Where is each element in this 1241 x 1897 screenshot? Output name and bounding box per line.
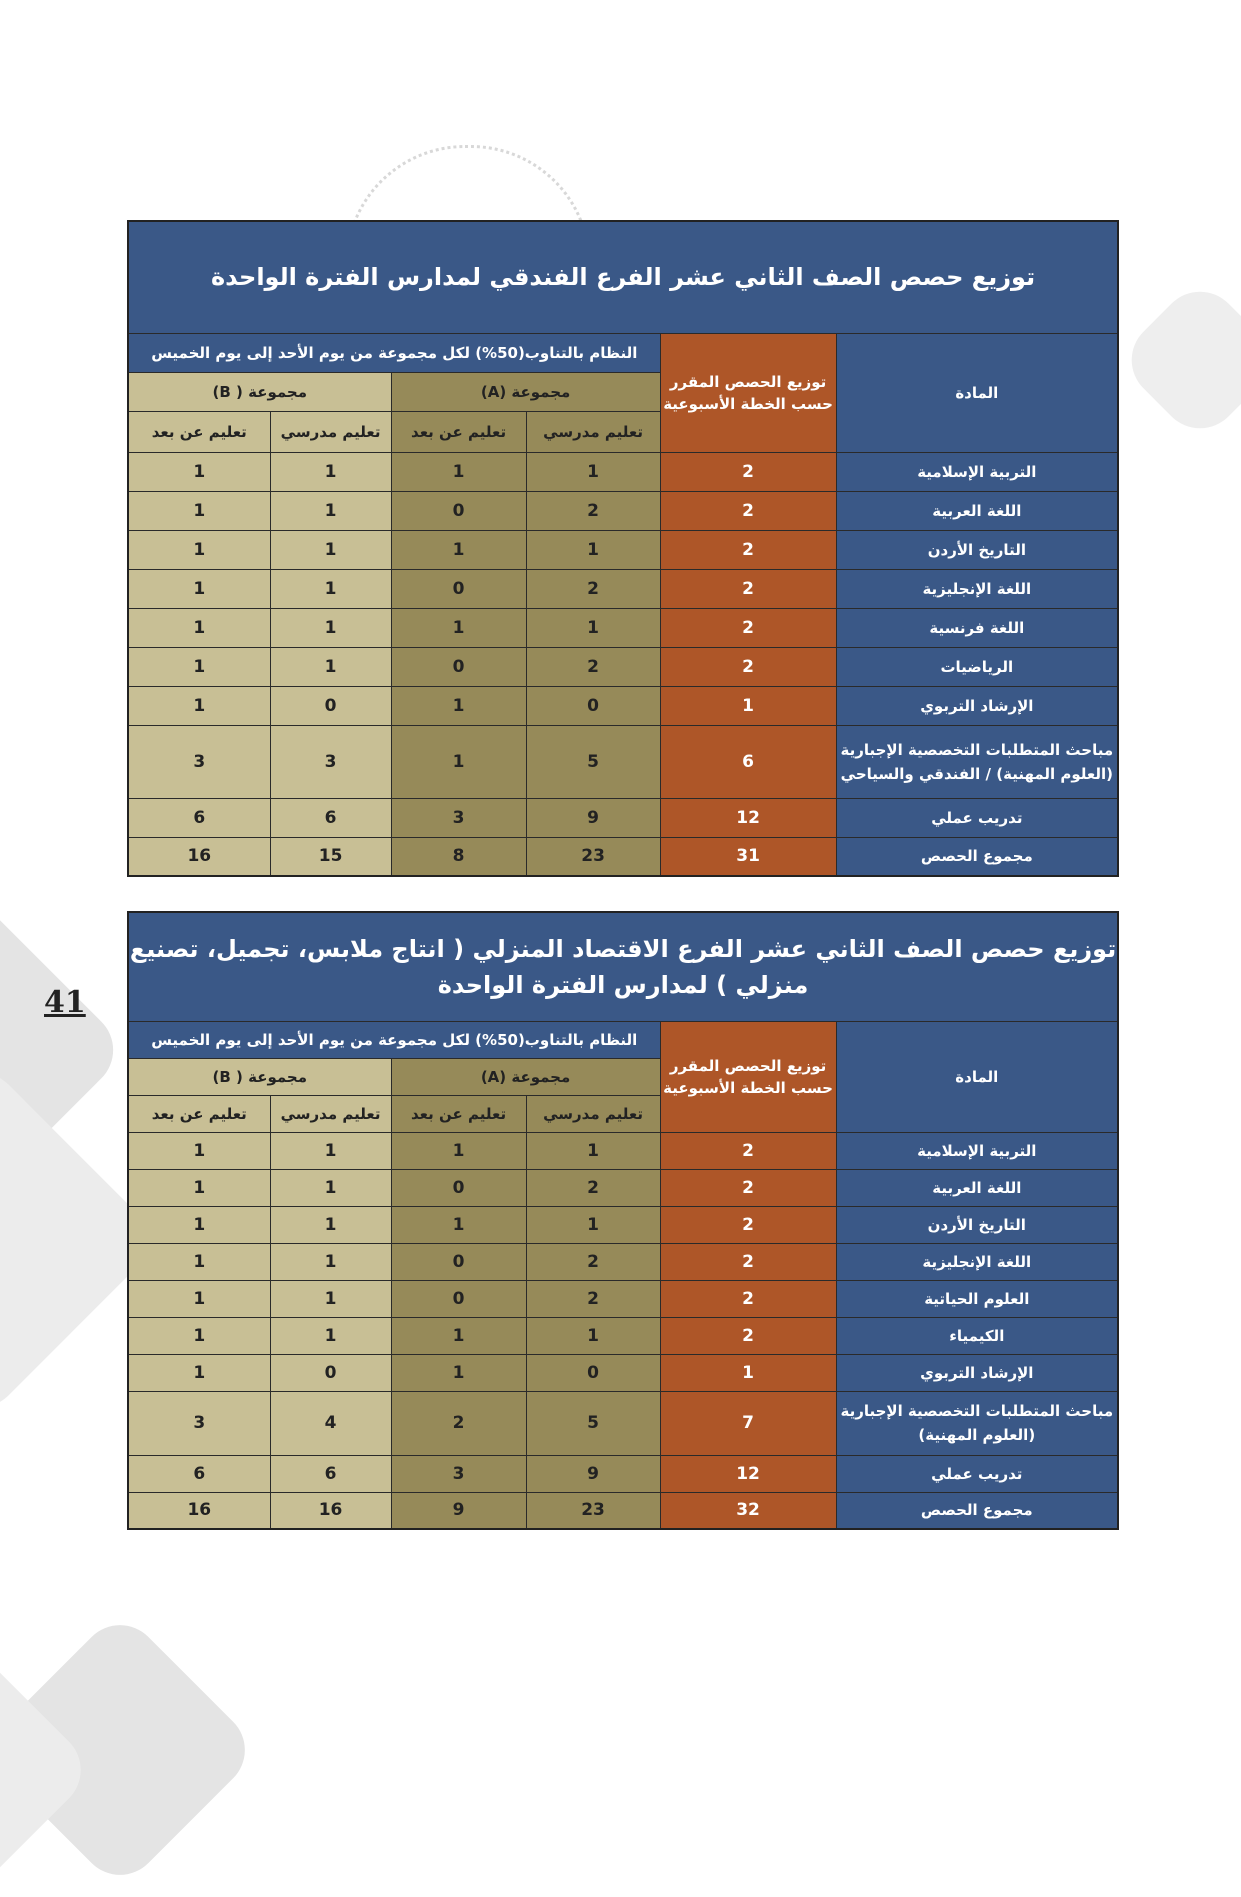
cell-subject: الكيمياء <box>836 1317 1118 1354</box>
cell-b-school: 16 <box>270 1492 391 1529</box>
cell-weekly-total: 2 <box>660 1317 836 1354</box>
header-b-school: تعليم مدرسي <box>270 411 391 452</box>
cell-a-remote: 1 <box>391 530 526 569</box>
cell-subject: اللغة فرنسية <box>836 608 1118 647</box>
cell-b-school: 3 <box>270 725 391 798</box>
cell-a-remote: 0 <box>391 647 526 686</box>
cell-a-school: 0 <box>526 686 660 725</box>
cell-a-school: 0 <box>526 1354 660 1391</box>
cell-a-school: 2 <box>526 491 660 530</box>
cell-b-school: 1 <box>270 1317 391 1354</box>
header-group-a: مجموعة (A) <box>391 1058 660 1095</box>
cell-a-school: 23 <box>526 1492 660 1529</box>
cell-subject: التربية الإسلامية <box>836 452 1118 491</box>
cell-a-remote: 1 <box>391 452 526 491</box>
cell-b-school: 1 <box>270 1243 391 1280</box>
cell-a-remote: 1 <box>391 686 526 725</box>
cell-b-remote: 6 <box>128 798 270 837</box>
header-group-b: مجموعة ( B) <box>128 372 391 411</box>
header-b-remote: تعليم عن بعد <box>128 411 270 452</box>
table-row <box>128 1243 1118 1280</box>
cell-a-remote: 3 <box>391 1455 526 1492</box>
cell-weekly-total: 31 <box>660 837 836 876</box>
cell-a-school: 1 <box>526 452 660 491</box>
cell-b-remote: 1 <box>128 686 270 725</box>
cell-a-remote: 2 <box>391 1391 526 1455</box>
cell-a-school: 1 <box>526 1206 660 1243</box>
cell-b-school: 1 <box>270 1132 391 1169</box>
table-title: توزيع حصص الصف الثاني عشر الفرع الفندقي لمدارس الفترة الواحدة <box>128 221 1118 333</box>
header-weekly: توزيع الحصص المقرر حسب الخطة الأسبوعية <box>660 333 836 452</box>
cell-b-school: 4 <box>270 1391 391 1455</box>
table-row <box>128 1391 1118 1455</box>
cell-subject: مجموع الحصص <box>836 1492 1118 1529</box>
cell-b-school: 1 <box>270 569 391 608</box>
cell-weekly-total: 2 <box>660 1169 836 1206</box>
cell-subject: العلوم الحياتية <box>836 1280 1118 1317</box>
cell-b-remote: 6 <box>128 1455 270 1492</box>
header-a-remote: تعليم عن بعد <box>391 411 526 452</box>
cell-a-school: 1 <box>526 1132 660 1169</box>
table-row <box>128 1206 1118 1243</box>
cell-subject: التاريخ الأردن <box>836 530 1118 569</box>
cell-b-remote: 3 <box>128 1391 270 1455</box>
cell-a-remote: 0 <box>391 1169 526 1206</box>
cell-weekly-total: 1 <box>660 686 836 725</box>
cell-b-remote: 1 <box>128 1169 270 1206</box>
cell-b-remote: 1 <box>128 452 270 491</box>
cell-b-remote: 1 <box>128 608 270 647</box>
cell-b-school: 15 <box>270 837 391 876</box>
table-row <box>128 1455 1118 1492</box>
cell-b-remote: 1 <box>128 569 270 608</box>
table-row <box>128 1492 1118 1529</box>
cell-subject: تدريب عملي <box>836 798 1118 837</box>
cell-a-remote: 1 <box>391 1206 526 1243</box>
cell-weekly-total: 2 <box>660 491 836 530</box>
cell-a-remote: 0 <box>391 1243 526 1280</box>
cell-weekly-total: 7 <box>660 1391 836 1455</box>
cell-weekly-total: 2 <box>660 1132 836 1169</box>
cell-b-remote: 1 <box>128 647 270 686</box>
cell-weekly-total: 2 <box>660 647 836 686</box>
cell-a-remote: 0 <box>391 491 526 530</box>
cell-b-school: 1 <box>270 647 391 686</box>
cell-subject: اللغة العربية <box>836 491 1118 530</box>
cell-a-school: 5 <box>526 725 660 798</box>
cell-b-remote: 1 <box>128 1354 270 1391</box>
cell-b-remote: 16 <box>128 1492 270 1529</box>
header-a-school: تعليم مدرسي <box>526 1095 660 1132</box>
table-row <box>128 798 1118 837</box>
cell-weekly-total: 6 <box>660 725 836 798</box>
header-b-school: تعليم مدرسي <box>270 1095 391 1132</box>
header-subject: المادة <box>836 333 1118 452</box>
table-row <box>128 725 1118 798</box>
cell-a-remote: 1 <box>391 725 526 798</box>
cell-subject: مجموع الحصص <box>836 837 1118 876</box>
table-row <box>128 452 1118 491</box>
cell-a-school: 1 <box>526 1317 660 1354</box>
cell-subject: التربية الإسلامية <box>836 1132 1118 1169</box>
cell-b-remote: 1 <box>128 530 270 569</box>
table-row <box>128 530 1118 569</box>
cell-weekly-total: 2 <box>660 1280 836 1317</box>
cell-b-school: 1 <box>270 452 391 491</box>
cell-b-school: 0 <box>270 1354 391 1391</box>
table-row <box>128 1169 1118 1206</box>
cell-a-remote: 3 <box>391 798 526 837</box>
cell-a-remote: 8 <box>391 837 526 876</box>
cell-a-remote: 0 <box>391 1280 526 1317</box>
cell-b-school: 1 <box>270 608 391 647</box>
schedule-table-home-economics <box>127 911 1119 1530</box>
cell-a-school: 9 <box>526 798 660 837</box>
cell-weekly-total: 2 <box>660 608 836 647</box>
table-row <box>128 569 1118 608</box>
cell-a-school: 23 <box>526 837 660 876</box>
cell-b-remote: 1 <box>128 1317 270 1354</box>
header-rotation: النظام بالتناوب(50%) لكل مجموعة من يوم الأحد إلى يوم الخميس <box>128 1021 660 1058</box>
header-group-b: مجموعة ( B) <box>128 1058 391 1095</box>
header-weekly: توزيع الحصص المقرر حسب الخطة الأسبوعية <box>660 1021 836 1132</box>
cell-subject: اللغة الإنجليزية <box>836 1243 1118 1280</box>
page-number: 41 <box>44 985 86 1020</box>
cell-a-school: 2 <box>526 1169 660 1206</box>
cell-weekly-total: 1 <box>660 1354 836 1391</box>
header-group-a: مجموعة (A) <box>391 372 660 411</box>
cell-a-school: 2 <box>526 569 660 608</box>
cell-subject: تدريب عملي <box>836 1455 1118 1492</box>
cell-a-school: 1 <box>526 608 660 647</box>
cell-weekly-total: 32 <box>660 1492 836 1529</box>
cell-subject: اللغة الإنجليزية <box>836 569 1118 608</box>
cell-a-remote: 0 <box>391 569 526 608</box>
cell-b-school: 1 <box>270 1280 391 1317</box>
header-b-remote: تعليم عن بعد <box>128 1095 270 1132</box>
table-row <box>128 1132 1118 1169</box>
table-row <box>128 1354 1118 1391</box>
cell-subject: التاريخ الأردن <box>836 1206 1118 1243</box>
table-row <box>128 491 1118 530</box>
header-a-remote: تعليم عن بعد <box>391 1095 526 1132</box>
cell-subject: الرياضيات <box>836 647 1118 686</box>
cell-weekly-total: 2 <box>660 530 836 569</box>
cell-b-school: 0 <box>270 686 391 725</box>
cell-a-remote: 1 <box>391 1132 526 1169</box>
cell-a-school: 2 <box>526 647 660 686</box>
table-row <box>128 837 1118 876</box>
cell-b-remote: 1 <box>128 1206 270 1243</box>
cell-a-school: 2 <box>526 1243 660 1280</box>
cell-b-remote: 1 <box>128 1132 270 1169</box>
cell-b-school: 1 <box>270 1206 391 1243</box>
cell-weekly-total: 12 <box>660 798 836 837</box>
cell-weekly-total: 2 <box>660 1206 836 1243</box>
table-row <box>128 647 1118 686</box>
cell-b-school: 1 <box>270 491 391 530</box>
cell-b-remote: 1 <box>128 1280 270 1317</box>
decorative-shape <box>1115 275 1241 445</box>
cell-b-remote: 1 <box>128 491 270 530</box>
cell-weekly-total: 12 <box>660 1455 836 1492</box>
cell-subject: الإرشاد التربوي <box>836 1354 1118 1391</box>
schedule-table-hotel <box>127 220 1119 877</box>
cell-b-remote: 3 <box>128 725 270 798</box>
cell-b-school: 1 <box>270 1169 391 1206</box>
cell-subject: مباحث المتطلبات التخصصية الإجبارية (العلوم المهنية) <box>836 1391 1118 1455</box>
header-subject: المادة <box>836 1021 1118 1132</box>
cell-a-school: 5 <box>526 1391 660 1455</box>
cell-b-remote: 16 <box>128 837 270 876</box>
cell-a-school: 1 <box>526 530 660 569</box>
cell-b-school: 1 <box>270 530 391 569</box>
table-row <box>128 686 1118 725</box>
cell-b-school: 6 <box>270 798 391 837</box>
cell-subject: الإرشاد التربوي <box>836 686 1118 725</box>
cell-a-remote: 1 <box>391 1354 526 1391</box>
cell-a-remote: 1 <box>391 608 526 647</box>
cell-weekly-total: 2 <box>660 1243 836 1280</box>
table-row <box>128 608 1118 647</box>
cell-subject: اللغة العربية <box>836 1169 1118 1206</box>
cell-b-school: 6 <box>270 1455 391 1492</box>
table-row <box>128 1317 1118 1354</box>
header-rotation: النظام بالتناوب(50%) لكل مجموعة من يوم الأحد إلى يوم الخميس <box>128 333 660 372</box>
cell-weekly-total: 2 <box>660 452 836 491</box>
header-a-school: تعليم مدرسي <box>526 411 660 452</box>
cell-a-school: 9 <box>526 1455 660 1492</box>
cell-a-remote: 9 <box>391 1492 526 1529</box>
cell-b-remote: 1 <box>128 1243 270 1280</box>
cell-a-school: 2 <box>526 1280 660 1317</box>
cell-subject: مباحث المتطلبات التخصصية الإجبارية (العلوم المهنية) / الفندقي والسياحي <box>836 725 1118 798</box>
table-title: توزيع حصص الصف الثاني عشر الفرع الاقتصاد المنزلي ( انتاج ملابس، تجميل، تصنيع منزلي ) لمدارس الفترة الواحدة <box>128 912 1118 1021</box>
cell-weekly-total: 2 <box>660 569 836 608</box>
table-row <box>128 1280 1118 1317</box>
cell-a-remote: 1 <box>391 1317 526 1354</box>
